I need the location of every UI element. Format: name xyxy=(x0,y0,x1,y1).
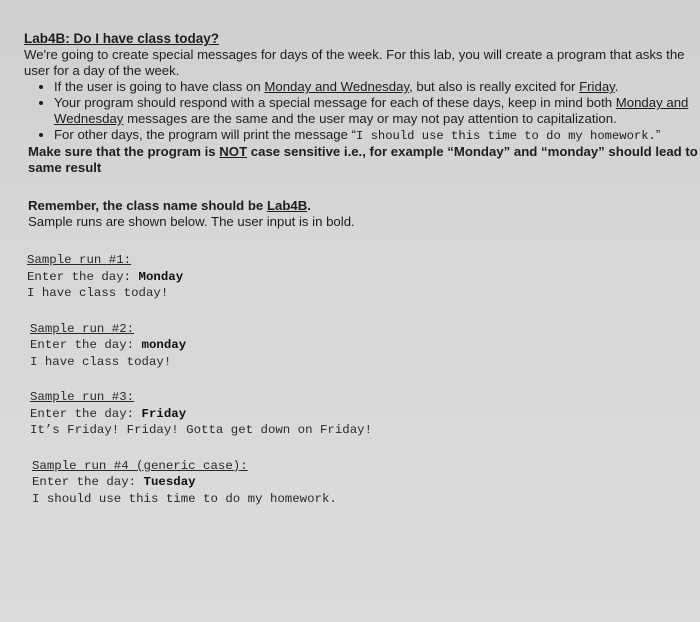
case-sensitivity-note xyxy=(28,144,700,176)
run-prompt: Enter the day: xyxy=(30,406,142,421)
class-name-note xyxy=(28,198,700,214)
run-input: Friday xyxy=(141,406,187,421)
req-text: case sensitive i.e., for example “Monday” and “monday” should lead to same result xyxy=(28,144,698,175)
sample-run-4 xyxy=(32,458,700,508)
sample-run-3 xyxy=(30,389,700,439)
run-prompt-line xyxy=(30,337,700,354)
run-header: Sample run #3: xyxy=(30,390,135,404)
run-input: monday xyxy=(141,338,187,352)
underlined-friday: Friday xyxy=(579,79,615,94)
code-message: I should use this time to do my homework. xyxy=(355,129,656,143)
bullet-text: If the user is going to have class on xyxy=(54,79,265,94)
run-prompt-line xyxy=(27,269,700,286)
run-prompt-line xyxy=(30,406,700,423)
run-header: Sample run #2: xyxy=(30,321,135,336)
sample-note: Sample runs are shown below. The user input is in bold. xyxy=(28,214,355,229)
run-output: It’s Friday! Friday! Gotta get down on Friday! xyxy=(30,423,373,437)
run-input: Tuesday xyxy=(143,475,196,489)
req-text: Make sure that the program is xyxy=(28,144,220,159)
intro-paragraph: We're going to create special messages for days of the week. For this lab, you will create a program that asks the user for a day of the week. xyxy=(24,47,685,78)
remember-text: Remember, the class name should be xyxy=(28,198,267,213)
run-output: I have class today! xyxy=(27,286,169,300)
run-header: Sample run #1: xyxy=(27,253,132,267)
bullet-text: messages are the same and the user may or may not pay attention to capitalization. xyxy=(123,111,617,126)
bullet-text: ” xyxy=(655,127,661,142)
bullet-text: For other days, the program will print the message “ xyxy=(54,127,356,142)
req-emphasis: NOT xyxy=(219,144,248,159)
bullet-text: Your program should respond with a special message for each of these days, keep in mind both xyxy=(54,95,616,110)
lab-document xyxy=(24,30,700,507)
sample-run-1 xyxy=(27,252,700,302)
sample-run-2 xyxy=(30,321,700,371)
run-prompt: Enter the day: xyxy=(32,475,144,489)
list-item xyxy=(54,79,700,95)
run-prompt: Enter the day: xyxy=(27,269,139,284)
run-input: Monday xyxy=(138,269,184,284)
run-header: Sample run #4 (generic case): xyxy=(32,458,248,473)
underlined-days: Monday and Wednesday xyxy=(264,79,410,94)
run-output: I should use this time to do my homework. xyxy=(32,491,337,506)
run-prompt-line xyxy=(32,474,700,491)
bullet-text: , but also is really excited for xyxy=(409,79,580,94)
list-item xyxy=(54,95,700,127)
bullet-text: . xyxy=(614,79,619,94)
class-name: Lab4B xyxy=(266,198,308,213)
remember-text: . xyxy=(307,198,311,213)
underlined-days: Monday and Wednesday xyxy=(54,95,689,126)
run-prompt: Enter the day: xyxy=(30,338,142,352)
lab-title: Lab4B: Do I have class today? xyxy=(24,31,220,46)
run-output: I have class today! xyxy=(30,354,172,369)
requirements-list xyxy=(24,79,700,144)
list-item xyxy=(54,127,700,144)
